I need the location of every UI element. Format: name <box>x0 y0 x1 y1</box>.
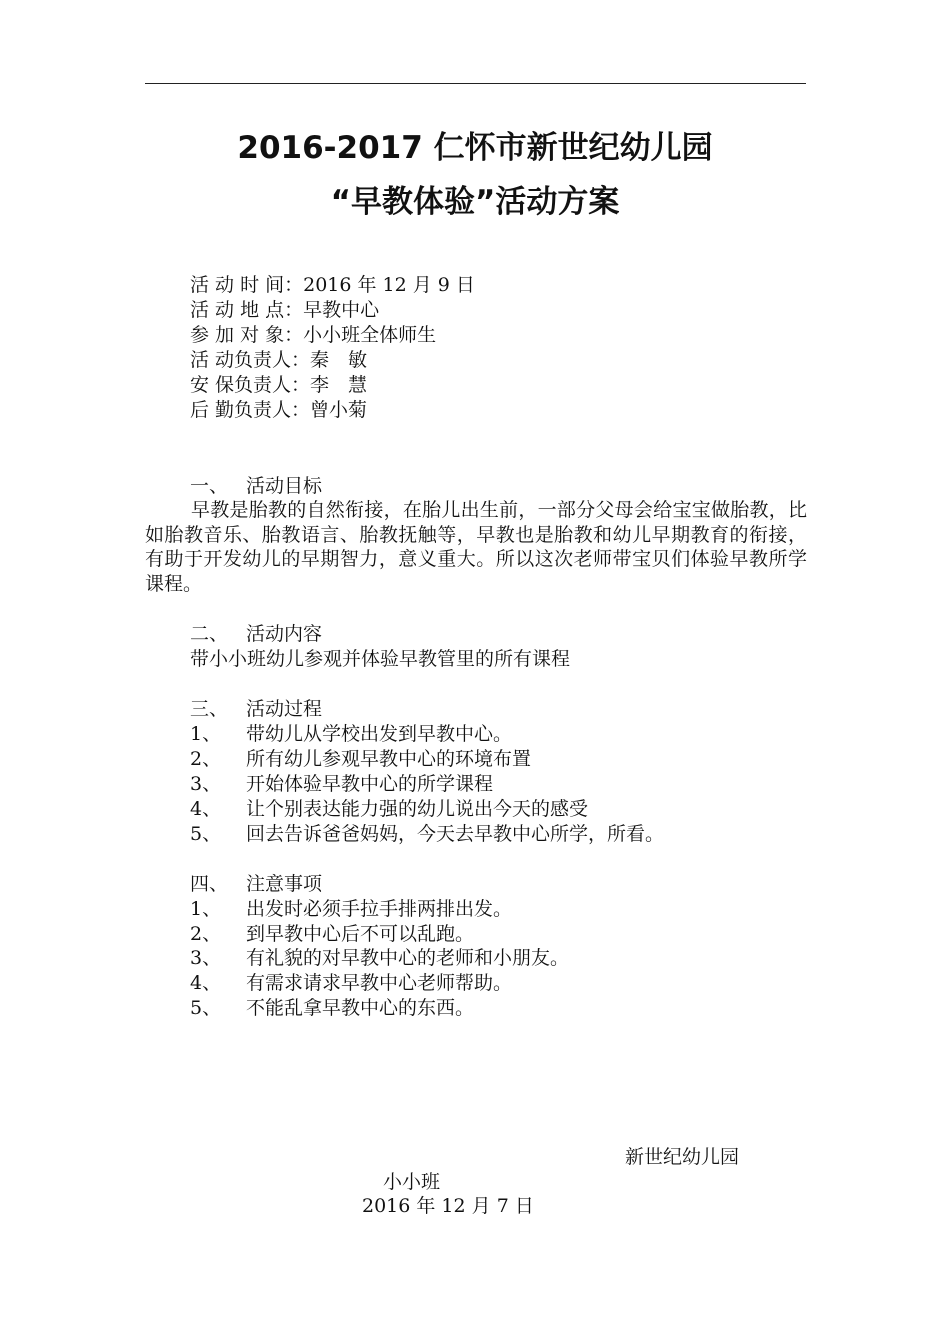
section3-heading: 活动过程 <box>246 698 323 720</box>
notice-item-number: 5、 <box>190 997 222 1019</box>
section3-number: 三、 <box>190 698 229 720</box>
notice-item-text: 到早教中心后不可以乱跑。 <box>246 923 475 945</box>
meta-participants: 参 加 对 象：小小班全体师生 <box>190 324 437 346</box>
process-item-number: 3、 <box>190 773 222 795</box>
notice-item-text: 有礼貌的对早教中心的老师和小朋友。 <box>246 947 570 969</box>
process-item-text: 回去告诉爸爸妈妈，今天去早教中心所学，所看。 <box>246 823 665 845</box>
section4-heading: 注意事项 <box>246 873 323 895</box>
meta-logistics: 后 勤负责人：曾小菊 <box>190 399 368 421</box>
meta-time: 活 动 时 间：2016 年 12 月 9 日 <box>190 274 475 296</box>
process-item-text: 所有幼儿参观早教中心的环境布置 <box>246 748 532 770</box>
header-rule <box>145 83 806 84</box>
signature-org: 新世纪幼儿园 <box>625 1146 740 1168</box>
section1-paragraph-text: 早教是胎教的自然衔接，在胎儿出生前，一部分父母会给宝宝做胎教，比如胎教音乐、胎教语言、胎教抚触等，早教也是胎教和幼儿早期教育的衔接，有助于开发幼儿的早期智力，意义重大。所以这次老师带宝贝们体验早教所学课程。 <box>145 499 807 595</box>
section1-number: 一、 <box>190 475 229 497</box>
document-title-line1: 2016-2017 仁怀市新世纪幼儿园 <box>237 130 713 166</box>
section2-content: 带小小班幼儿参观并体验早教管里的所有课程 <box>190 648 571 670</box>
process-item-text: 让个别表达能力强的幼儿说出今天的感受 <box>246 798 589 820</box>
process-item-number: 5、 <box>190 823 222 845</box>
notice-item-number: 4、 <box>190 972 222 994</box>
section2-number: 二、 <box>190 623 229 645</box>
process-item-text: 开始体验早教中心的所学课程 <box>246 773 494 795</box>
section2-heading: 活动内容 <box>246 623 323 645</box>
notice-item-number: 2、 <box>190 923 222 945</box>
signature-class: 小小班 <box>383 1171 441 1193</box>
process-item-text: 带幼儿从学校出发到早教中心。 <box>246 723 513 745</box>
process-item-number: 4、 <box>190 798 222 820</box>
meta-location: 活 动 地 点：早教中心 <box>190 299 380 321</box>
notice-item-text: 不能乱拿早教中心的东西。 <box>246 997 475 1019</box>
notice-item-text: 出发时必须手拉手排两排出发。 <box>246 898 513 920</box>
notice-item-text: 有需求请求早教中心老师帮助。 <box>246 972 513 994</box>
meta-leader: 活 动负责人：秦 敏 <box>190 349 368 371</box>
process-item-number: 2、 <box>190 748 222 770</box>
notice-item-number: 1、 <box>190 898 222 920</box>
section4-number: 四、 <box>190 873 229 895</box>
section1-heading: 活动目标 <box>246 475 323 497</box>
process-item-number: 1、 <box>190 723 222 745</box>
meta-safety: 安 保负责人：李 慧 <box>190 374 368 396</box>
notice-item-number: 3、 <box>190 947 222 969</box>
document-title-line2: “早教体验”活动方案 <box>330 184 620 220</box>
signature-date: 2016 年 12 月 7 日 <box>362 1195 534 1217</box>
section1-paragraph <box>145 498 807 596</box>
